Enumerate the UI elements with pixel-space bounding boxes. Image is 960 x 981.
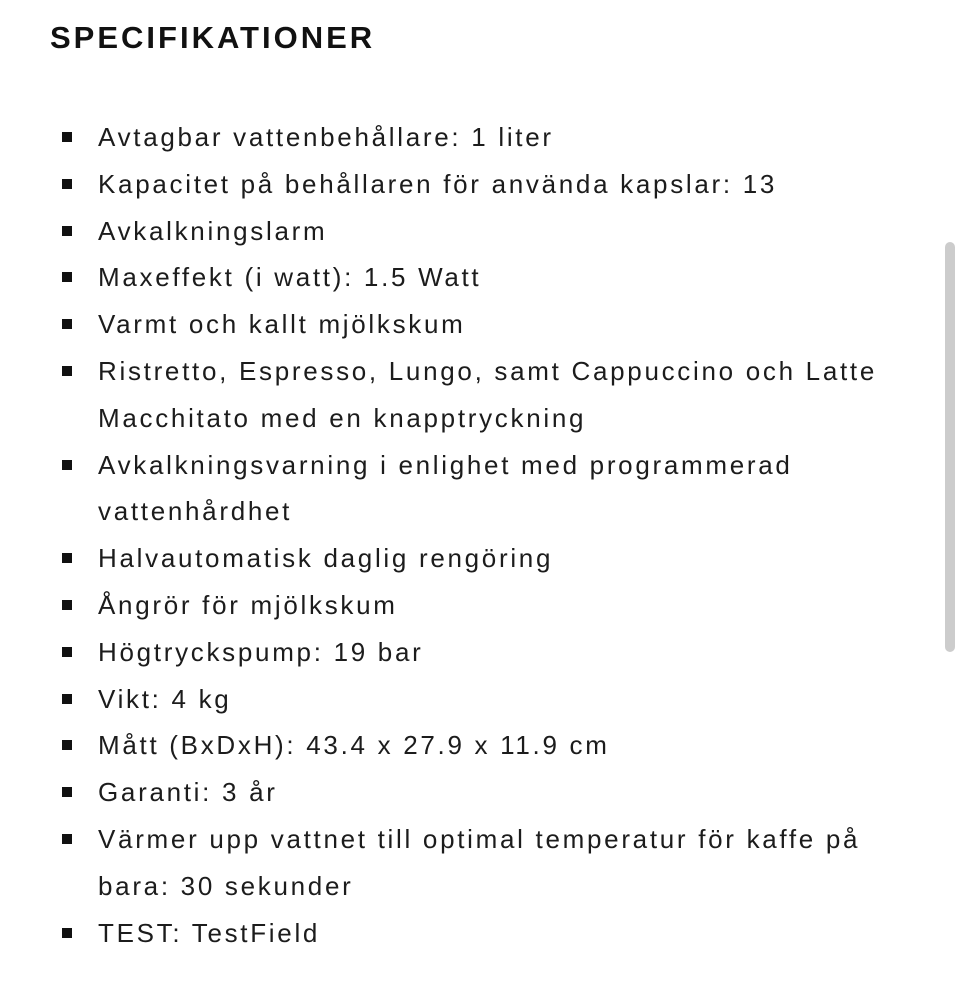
spec-item (62, 208, 904, 255)
spec-item-text: Ristretto, Espresso, Lungo, samt Cappuccino och Latte Macchitato med en knapptryckning (98, 355, 877, 433)
spec-item-text: Mått (BxDxH): 43.4 x 27.9 x 11.9 cm (98, 730, 610, 761)
bullet-square-icon (62, 179, 72, 189)
spec-item-text: Varmt och kallt mjölkskum (98, 309, 466, 340)
spec-item-text: Maxeffekt (i watt): 1.5 Watt (98, 262, 482, 293)
bullet-square-icon (62, 226, 72, 236)
bullet-square-icon (62, 647, 72, 657)
spec-item-text: Avkalkningsvarning i enlighet med programmerad vattenhårdhet (98, 449, 793, 527)
spec-item (62, 582, 904, 629)
spec-item (62, 910, 904, 957)
spec-item-text: Avtagbar vattenbehållare: 1 liter (98, 122, 554, 152)
bullet-square-icon (62, 553, 72, 563)
spec-item (62, 348, 904, 442)
spec-item (62, 816, 904, 910)
spec-item (62, 114, 904, 161)
bullet-square-icon (62, 834, 72, 844)
spec-item (62, 769, 904, 816)
spec-item-text: Garanti: 3 år (98, 777, 278, 808)
spec-item-text: Värmer upp vattnet till optimal temperatur för kaffe på bara: 30 sekunder (98, 823, 861, 901)
spec-item-text: Vikt: 4 kg (98, 683, 232, 714)
spec-item (62, 161, 904, 208)
bullet-square-icon (62, 928, 72, 938)
bullet-square-icon (62, 694, 72, 704)
spec-item-text: Kapacitet på behållaren för använda kapslar: 13 (98, 168, 778, 199)
bullet-square-icon (62, 132, 72, 142)
spec-item (62, 629, 904, 676)
scrollbar-thumb[interactable] (945, 242, 955, 652)
spec-item-text: Avkalkningslarm (98, 215, 328, 246)
spec-item-text: Högtryckspump: 19 bar (98, 636, 424, 667)
bullet-square-icon (62, 366, 72, 376)
spec-item (62, 676, 904, 723)
spec-item-text: TEST: TestField (98, 917, 321, 948)
spec-item (62, 535, 904, 582)
page-title: SPECIFIKATIONER (50, 20, 376, 55)
bullet-square-icon (62, 600, 72, 610)
spec-item (62, 722, 904, 769)
spec-item-text: Ångrör för mjölkskum (98, 589, 398, 620)
bullet-square-icon (62, 272, 72, 282)
spec-list (62, 114, 904, 956)
bullet-square-icon (62, 787, 72, 797)
spec-item-text: Halvautomatisk daglig rengöring (98, 543, 554, 574)
spec-item (62, 254, 904, 301)
bullet-square-icon (62, 740, 72, 750)
spec-item (62, 442, 904, 536)
spec-item (62, 301, 904, 348)
bullet-square-icon (62, 460, 72, 470)
bullet-square-icon (62, 319, 72, 329)
